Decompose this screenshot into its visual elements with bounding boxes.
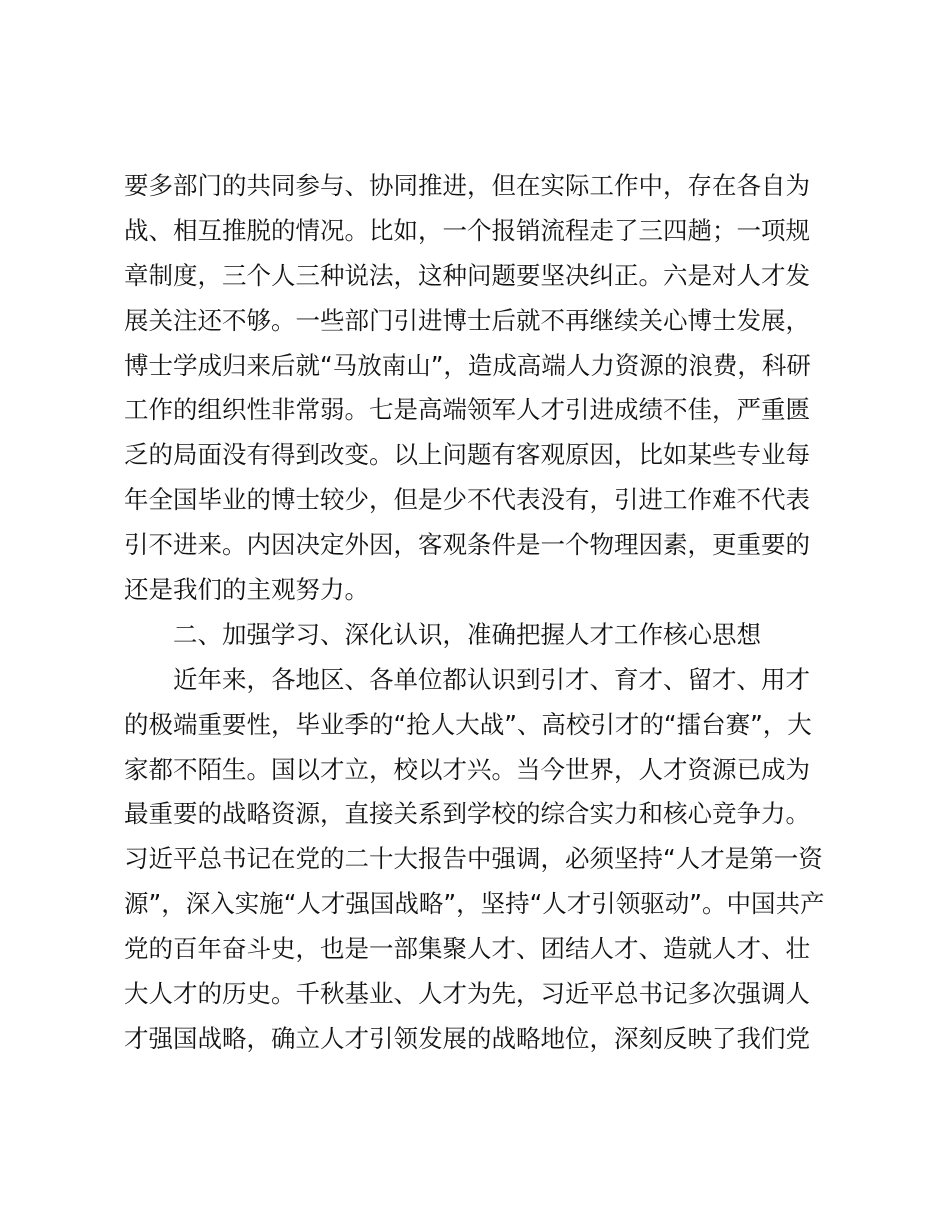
- section-heading: 二、加强学习、深化认识，准确把握人才工作核心思想: [173, 619, 761, 649]
- text-line: 的极端重要性，毕业季的“抢人大战”、高校引才的“擂台赛”，大: [124, 709, 812, 739]
- body-text: [124, 164, 829, 1062]
- text-line: 章制度，三个人三种说法，这种问题要坚决纠正。六是对人才发: [124, 260, 810, 290]
- text-line: 引不进来。内因决定外因，客观条件是一个物理因素，更重要的: [124, 530, 810, 560]
- text-line: 还是我们的主观努力。: [124, 575, 369, 605]
- text-line: 大人才的历史。千秋基业、人才为先，习近平总书记多次强调人: [124, 979, 810, 1009]
- text-line: 最重要的战略资源，直接关系到学校的综合实力和核心竞争力。: [124, 799, 810, 829]
- text-line: 展关注还不够。一些部门引进博士后就不再继续关心博士发展，: [124, 305, 810, 335]
- text-line: 博士学成归来后就“马放南山”，造成高端人力资源的浪费，科研: [124, 350, 811, 380]
- text-line: 年全国毕业的博士较少，但是少不代表没有，引进工作难不代表: [124, 485, 810, 515]
- text-line: 要多部门的共同参与、协同推进，但在实际工作中，存在各自为: [124, 171, 810, 200]
- text-line: 才强国战略，确立人才引领发展的战略地位，深刻反映了我们党: [124, 1023, 810, 1053]
- text-line: 近年来，各地区、各单位都认识到引才、育才、留才、用才: [173, 664, 810, 694]
- text-line: 习近平总书记在党的二十大报告中强调，必须坚持“人才是第一资: [124, 844, 823, 874]
- text-line: 源”，深入实施“人才强国战略”，坚持“人才引领驱动”。中国共产: [124, 889, 825, 919]
- text-line: 战、相互推脱的情况。比如，一个报销流程走了三四趟；一项规: [124, 215, 810, 245]
- text-line: 家都不陌生。国以才立，校以才兴。当今世界，人才资源已成为: [124, 754, 810, 784]
- text-line: 工作的组织性非常弱。七是高端领军人才引进成绩不佳，严重匮: [124, 395, 810, 425]
- text-line: 党的百年奋斗史，也是一部集聚人才、团结人才、造就人才、壮: [124, 934, 810, 964]
- text-line: 乏的局面没有得到改变。以上问题有客观原因，比如某些专业每: [124, 440, 810, 470]
